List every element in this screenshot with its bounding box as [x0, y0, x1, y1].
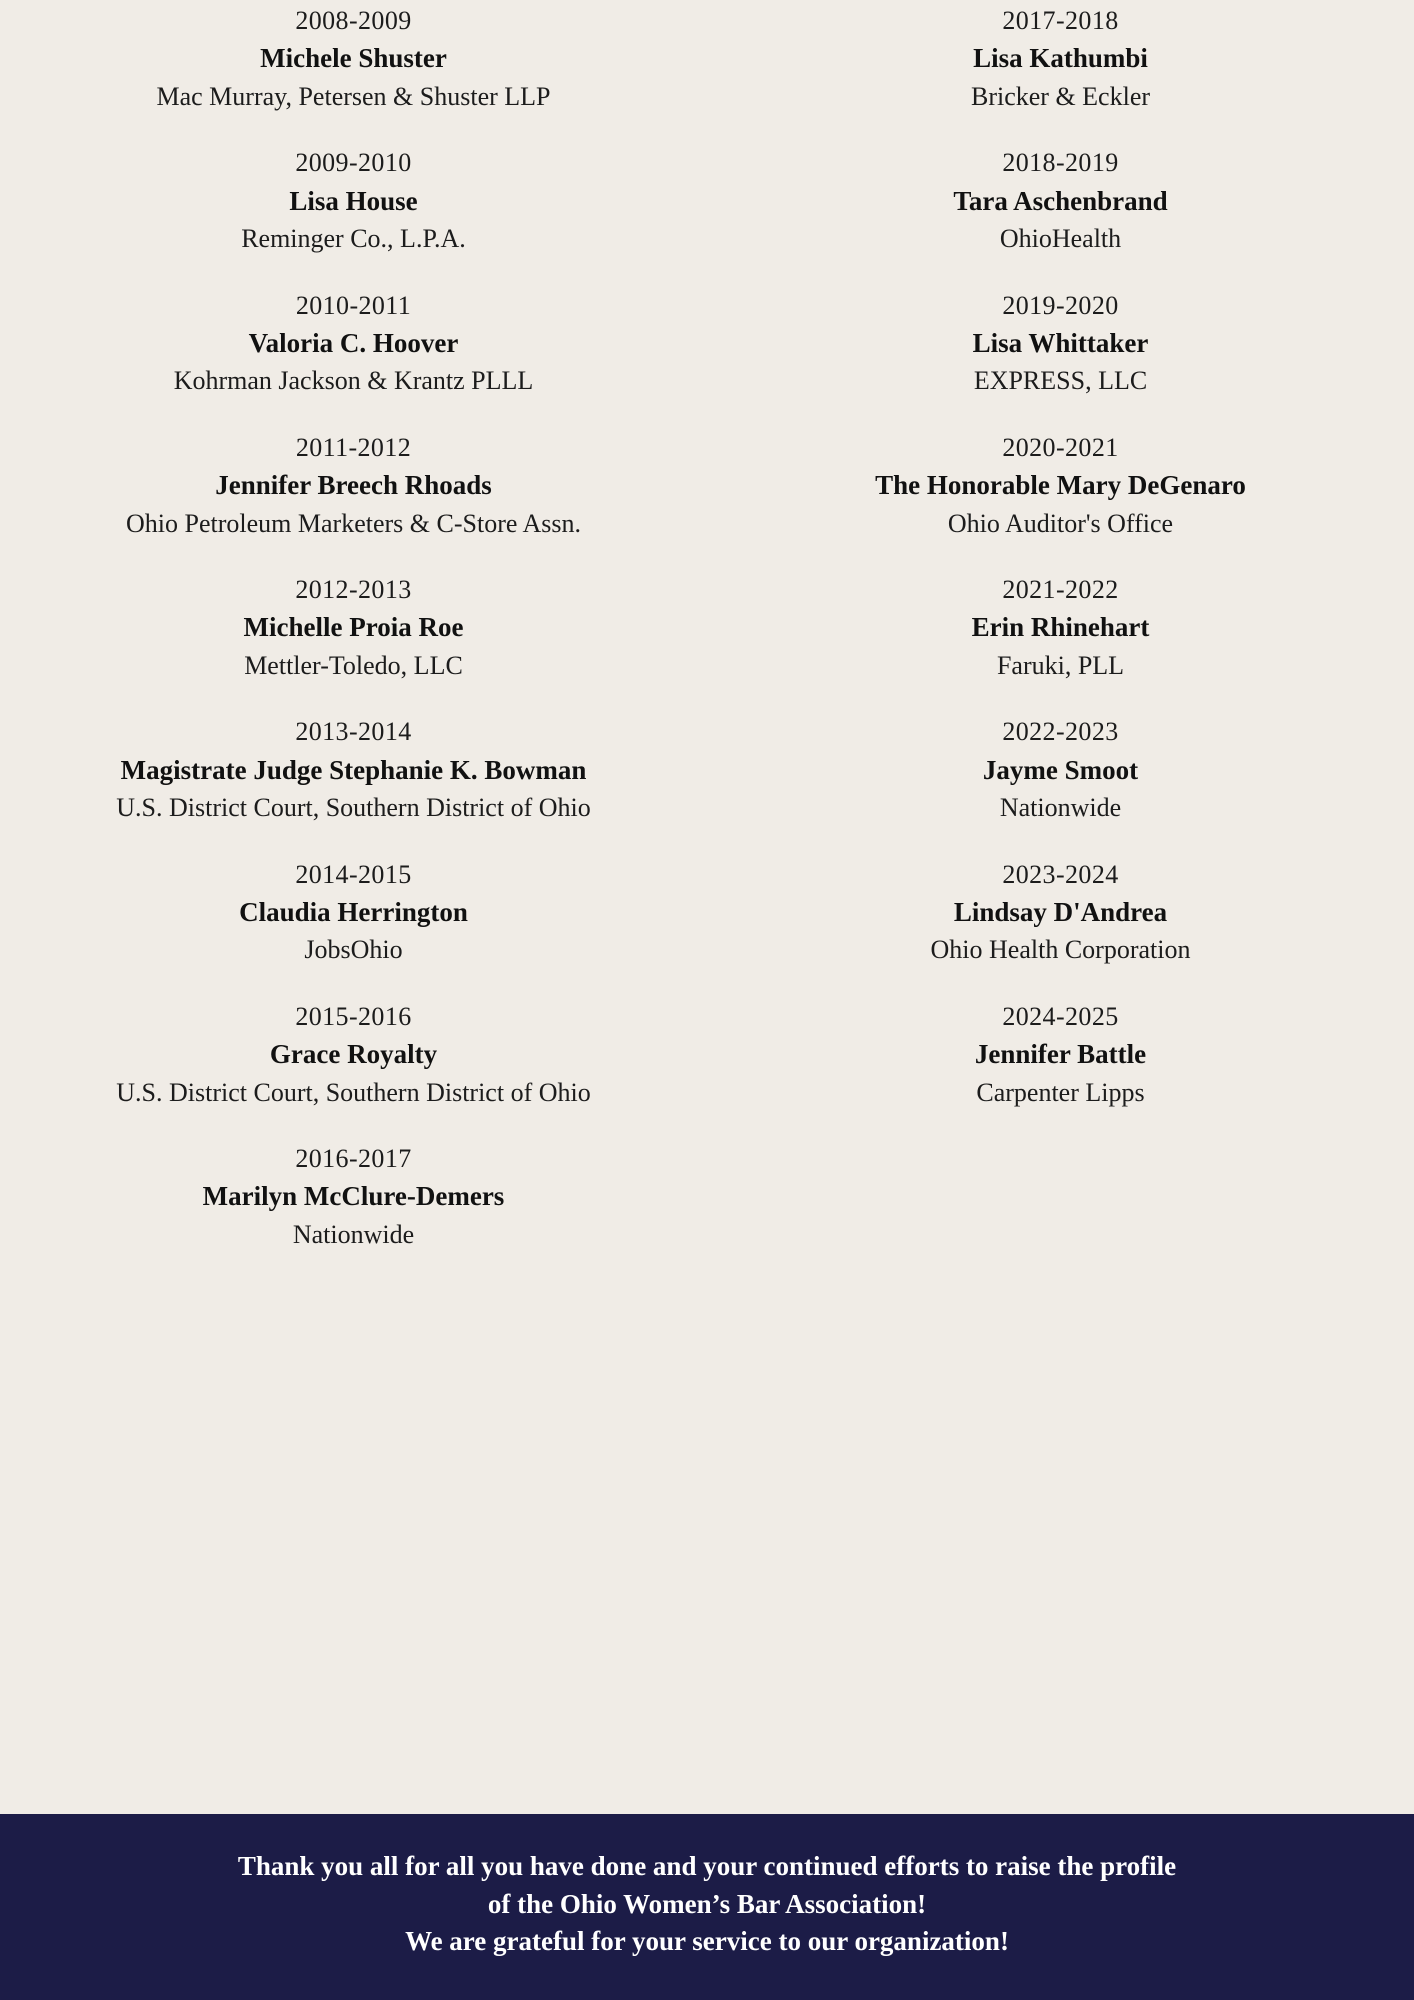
organization-name: Ohio Health Corporation — [930, 935, 1191, 965]
term-years: 2023-2024 — [1002, 859, 1119, 889]
list-item — [707, 146, 1414, 256]
person-name: Jayme Smoot — [982, 754, 1139, 785]
list-item — [0, 573, 707, 683]
organization-name: Faruki, PLL — [996, 650, 1125, 680]
organization-name: Carpenter Lipps — [976, 1077, 1145, 1107]
organization-name: Ohio Auditor's Office — [947, 508, 1174, 538]
list-item — [707, 715, 1414, 825]
list-item — [0, 431, 707, 541]
person-name: Michelle Proia Roe — [243, 612, 464, 643]
list-item — [707, 431, 1414, 541]
term-years: 2011-2012 — [295, 432, 412, 462]
right-column — [707, 4, 1414, 1284]
list-item — [0, 4, 707, 114]
person-name: Valoria C. Hoover — [248, 327, 459, 358]
list-item — [0, 858, 707, 968]
term-years: 2022-2023 — [1002, 717, 1119, 747]
person-name: Tara Aschenbrand — [953, 185, 1168, 216]
organization-name: Ohio Petroleum Marketers & C-Store Assn. — [126, 508, 581, 538]
thank-you-line-1: Thank you all for all you have done and your continued efforts to raise the profile — [237, 1851, 1177, 1882]
organization-name: U.S. District Court, Southern District of Ohio — [116, 1077, 591, 1107]
list-item — [0, 715, 707, 825]
organization-name: EXPRESS, LLC — [973, 366, 1148, 396]
person-name: Lisa House — [289, 185, 418, 216]
organization-name: Reminger Co., L.P.A. — [241, 224, 466, 254]
list-item — [707, 4, 1414, 114]
term-years: 2010-2011 — [295, 290, 412, 320]
term-years: 2020-2021 — [1002, 432, 1119, 462]
list-item — [0, 1142, 707, 1252]
organization-name: Bricker & Eckler — [970, 81, 1151, 111]
term-years: 2015-2016 — [295, 1001, 412, 1031]
organization-name: Mettler-Toledo, LLC — [244, 650, 463, 680]
organization-name: Nationwide — [999, 793, 1122, 823]
person-name: Marilyn McClure-Demers — [202, 1181, 505, 1212]
person-name: Michele Shuster — [260, 43, 447, 74]
list-item — [0, 289, 707, 399]
organization-name: Nationwide — [292, 1219, 415, 1249]
organization-name: Mac Murray, Petersen & Shuster LLP — [156, 81, 551, 111]
list-item — [707, 289, 1414, 399]
term-years: 2018-2019 — [1002, 148, 1119, 178]
organization-name: JobsOhio — [304, 935, 403, 965]
person-name: Lisa Whittaker — [972, 327, 1149, 358]
term-years: 2017-2018 — [1002, 6, 1119, 35]
person-name: Erin Rhinehart — [971, 612, 1150, 643]
left-column — [0, 4, 707, 1284]
term-years: 2009-2010 — [295, 148, 412, 178]
list-item — [707, 573, 1414, 683]
thank-you-line-3: We are grateful for your service to our organization! — [405, 1925, 1009, 1956]
term-years: 2008-2009 — [295, 6, 412, 35]
list-item — [707, 858, 1414, 968]
term-years: 2012-2013 — [295, 575, 412, 604]
term-years: 2014-2015 — [295, 859, 412, 889]
list-item — [707, 1000, 1414, 1110]
term-years: 2019-2020 — [1002, 290, 1119, 320]
person-name: Jennifer Breech Rhoads — [215, 470, 492, 501]
person-name: Magistrate Judge Stephanie K. Bowman — [120, 754, 587, 785]
person-name: Lindsay D'Andrea — [953, 896, 1168, 927]
thank-you-banner — [0, 1814, 1414, 2000]
term-years: 2024-2025 — [1002, 1001, 1119, 1031]
list-item — [0, 1000, 707, 1110]
page-spacer — [0, 1284, 1414, 1814]
term-years: 2013-2014 — [295, 717, 412, 747]
person-name: Lisa Kathumbi — [973, 43, 1148, 74]
person-name: Jennifer Battle — [974, 1039, 1147, 1070]
organization-name: OhioHealth — [999, 224, 1122, 254]
person-name: Grace Royalty — [269, 1039, 438, 1070]
thank-you-line-2: of the Ohio Women’s Bar Association! — [487, 1888, 927, 1919]
person-name: Claudia Herrington — [239, 896, 468, 927]
person-name: The Honorable Mary DeGenaro — [875, 470, 1246, 501]
organization-name: U.S. District Court, Southern District of Ohio — [116, 793, 591, 823]
term-years: 2016-2017 — [295, 1144, 412, 1173]
term-years: 2021-2022 — [1002, 575, 1119, 604]
organization-name: Kohrman Jackson & Krantz PLLL — [173, 366, 534, 396]
list-item — [0, 146, 707, 256]
